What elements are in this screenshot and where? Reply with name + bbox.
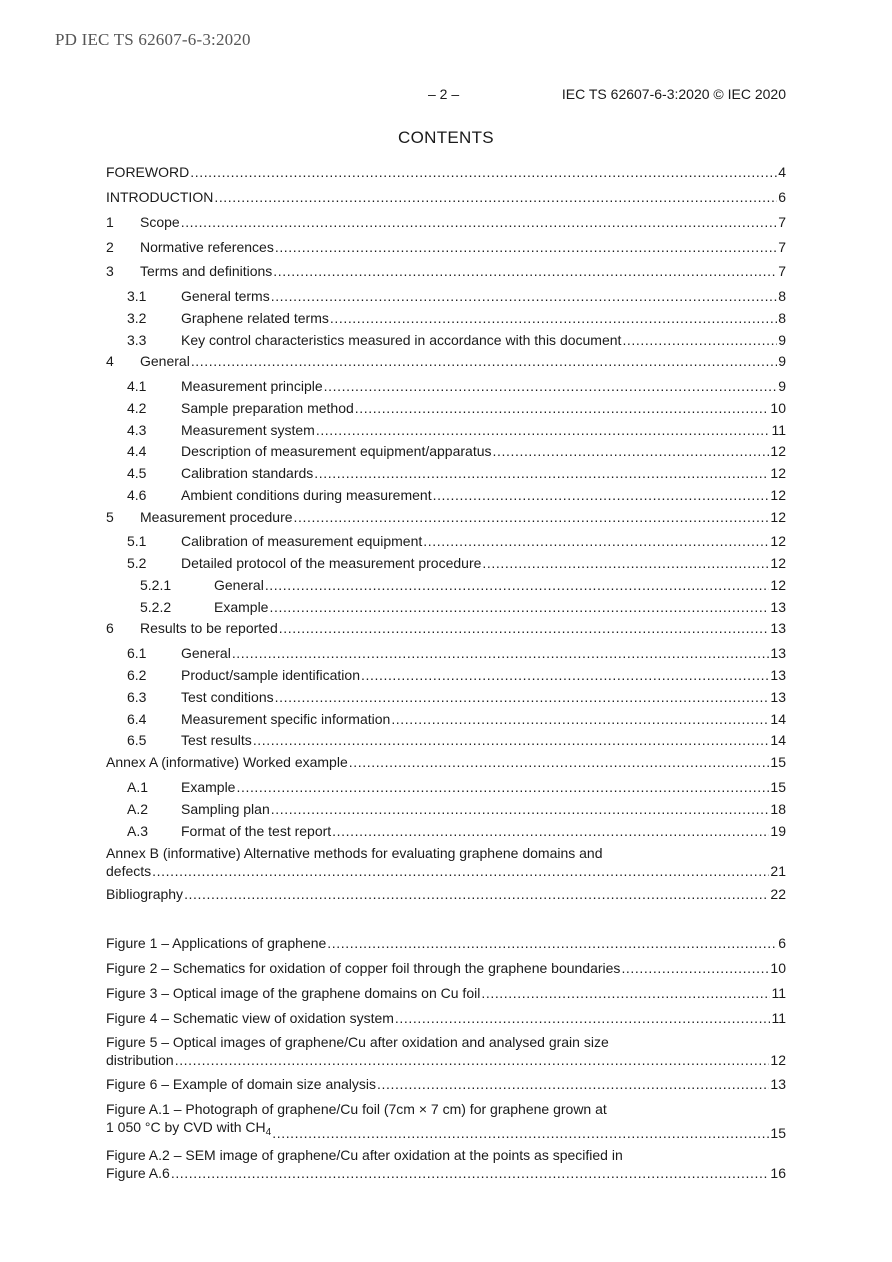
dot-leader [265,577,770,593]
toc-entry-title: General [181,645,231,661]
toc-entry[interactable] [106,533,786,549]
figure-title: Figure 2 – Schematics for oxidation of copper foil through the graphene boundaries [106,960,621,976]
figure-entry[interactable] [106,935,786,951]
figure-page: 13 [770,1076,786,1092]
toc-entry-number: 4.3 [127,422,147,438]
dot-leader [327,935,777,951]
toc-entry-title: FOREWORD [106,164,190,180]
dot-leader [391,711,769,727]
dot-leader [316,422,771,438]
toc-entry-number: 3.2 [127,310,147,326]
toc-entry[interactable] [106,164,786,180]
toc-entry-title: Measurement procedure [140,509,293,525]
dot-leader [349,754,770,770]
toc-entry-title: Sampling plan [181,801,270,817]
toc-entry-page: 13 [770,620,786,636]
toc-entry-title: Calibration standards [181,465,314,481]
figure-page: 10 [770,960,786,976]
figure-title-line2: distribution [106,1052,174,1068]
dot-leader [171,1165,770,1181]
page-number: – 2 – [428,86,460,102]
toc-entry-page: 13 [770,689,786,705]
toc-entry-page: 15 [770,779,786,795]
toc-entry[interactable] [106,422,786,438]
toc-entry-title: Measurement specific information [181,711,391,727]
toc-entry-annex-b[interactable] [106,845,786,879]
toc-entry-title: Product/sample identification [181,667,360,683]
dot-leader [433,487,770,503]
toc-entry[interactable] [106,443,786,459]
toc-entry-page: 8 [778,288,786,304]
dot-leader [271,288,778,304]
toc-entry[interactable] [106,353,786,369]
toc-entry-title: Bibliography [106,886,184,902]
toc-entry[interactable] [106,779,786,795]
figure-entry-5[interactable] [106,1034,786,1068]
toc-entry-number: 6.5 [127,732,147,748]
toc-entry-title: Measurement principle [181,378,323,394]
toc-entry-page: 12 [770,443,786,459]
toc-entry-title: INTRODUCTION [106,189,214,205]
figure-entry[interactable] [106,985,786,1001]
dot-leader [184,886,769,902]
dot-leader [232,645,770,661]
toc-entry-title-line1: Annex B (informative) Alternative methods for evaluating graphene domains and [106,845,603,861]
standard-reference: IEC TS 62607-6-3:2020 © IEC 2020 [561,86,786,102]
toc-entry-number: 6 [106,620,114,636]
dot-leader [621,960,769,976]
dot-leader [377,1076,769,1092]
figure-entry-6[interactable] [106,1076,786,1092]
contents-heading: CONTENTS [398,128,494,147]
toc-entry-page: 7 [778,263,786,279]
toc-entry-number: 4.4 [127,443,147,459]
toc-entry-bibliography[interactable] [106,886,786,902]
toc-entry-number: 4.1 [127,378,147,394]
toc-entry-number: 5.1 [127,533,147,549]
toc-entry[interactable] [106,754,786,770]
toc-entry[interactable] [106,310,786,326]
dot-leader [273,263,777,279]
toc-entry-number: 6.3 [127,689,147,705]
toc-entry-page: 4 [778,164,786,180]
toc-entry-page: 13 [770,645,786,661]
toc-entry-title: Example [181,779,236,795]
figure-page: 16 [770,1165,786,1181]
toc-entry-number: 3.3 [127,332,147,348]
toc-entry-title: Example [214,599,269,615]
toc-entry-title: Measurement system [181,422,315,438]
toc-entry-title: Terms and definitions [140,263,273,279]
toc-entry-page: 9 [778,378,786,394]
toc-entry-title: General terms [181,288,270,304]
figure-entry[interactable] [106,1010,786,1026]
toc-entry[interactable] [106,711,786,727]
toc-entry-number: 5.2 [127,555,147,571]
toc-entry-number: 2 [106,239,114,255]
toc-entry-number: 3 [106,263,114,279]
dot-leader [191,353,777,369]
toc-entry-number: 6.2 [127,667,147,683]
toc-entry[interactable] [106,465,786,481]
toc-entry-page: 13 [770,667,786,683]
toc-entry-title: Test results [181,732,252,748]
dot-leader [190,164,777,180]
toc-entry-title: Scope [140,214,180,230]
toc-entry-title: Description of measurement equipment/apparatus [181,443,492,459]
toc-entry-page: 12 [770,509,786,525]
toc-entry[interactable] [106,378,786,394]
dot-leader [272,1125,769,1141]
toc-entry-page: 7 [778,239,786,255]
toc-entry-page: 6 [778,189,786,205]
toc-entry-page: 7 [778,214,786,230]
dot-leader [482,555,769,571]
toc-entry-page: 12 [770,465,786,481]
toc-entry-page: 22 [770,886,786,902]
figure-page: 6 [778,935,786,951]
toc-entry-page: 19 [770,823,786,839]
figure-title: Figure 3 – Optical image of the graphene domains on Cu foil [106,985,481,1001]
toc-entry-page: 15 [770,754,786,770]
toc-entry[interactable] [106,332,786,348]
toc-entry-number: 4 [106,353,114,369]
dot-leader [269,599,769,615]
toc-entry-title: Key control characteristics measured in accordance with this document [181,332,622,348]
toc-entry-page: 9 [778,353,786,369]
toc-entry-number: A.1 [127,779,149,795]
toc-entry[interactable] [106,645,786,661]
dot-leader [332,823,769,839]
dot-leader [493,443,770,459]
toc-entry-title-line2: defects [106,863,152,879]
toc-entry-title: Normative references [140,239,274,255]
toc-entry-title: Format of the test report [181,823,332,839]
toc-entry-number: 5 [106,509,114,525]
toc-entry-page: 9 [778,332,786,348]
toc-entry[interactable] [106,620,786,636]
figure-title: Figure 1 – Applications of graphene [106,935,327,951]
toc-entry[interactable] [106,487,786,503]
dot-leader [324,378,778,394]
toc-entry-number: 6.1 [127,645,147,661]
dot-leader [294,509,770,525]
figure-title-line1: Figure A.2 – SEM image of graphene/Cu after oxidation at the points as specified in [106,1147,623,1163]
toc-entry[interactable] [106,288,786,304]
figure-title-line1: Figure 5 – Optical images of graphene/Cu after oxidation and analysed grain size [106,1034,609,1050]
dot-leader [214,189,777,205]
figure-title: Figure 6 – Example of domain size analysis [106,1076,377,1092]
toc-entry-number: 3.1 [127,288,147,304]
figure-title: Figure 4 – Schematic view of oxidation system [106,1010,394,1026]
dot-leader [275,239,777,255]
toc-entry-page: 10 [770,400,786,416]
figure-title-line2: Figure A.6 [106,1165,170,1181]
toc-entry[interactable] [106,189,786,205]
subscript: 4 [265,1127,272,1138]
figure-page: 11 [771,1010,786,1026]
toc-entry[interactable] [106,577,786,593]
toc-entry[interactable] [106,400,786,416]
figure-title-line1: Figure A.1 – Photograph of graphene/Cu foil (7cm × 7 cm) for graphene grown at [106,1101,607,1117]
toc-entry-number: A.3 [127,823,149,839]
toc-entry[interactable] [106,667,786,683]
figure-entry-a2[interactable] [106,1147,786,1181]
toc-entry-title: General [140,353,190,369]
dot-leader [253,732,770,748]
toc-entry[interactable] [106,263,786,279]
figure-entry-a1[interactable] [106,1101,786,1141]
toc-entry-number: 6.4 [127,711,147,727]
toc-entry-page: 12 [770,487,786,503]
toc-entry-number: A.2 [127,801,149,817]
toc-entry-page: 13 [770,599,786,615]
toc-entry-number: 1 [106,214,114,230]
dot-leader [175,1052,770,1068]
toc-entry-number: 5.2.2 [140,599,172,615]
dot-leader [314,465,769,481]
toc-entry[interactable] [106,801,786,817]
toc-entry-title: Detailed protocol of the measurement procedure [181,555,482,571]
toc-entry[interactable] [106,732,786,748]
toc-entry-title: Sample preparation method [181,400,354,416]
dot-leader [481,985,770,1001]
toc-entry-page: 12 [770,533,786,549]
toc-entry-page: 12 [770,555,786,571]
figure-page: 11 [771,985,786,1001]
dot-leader [152,863,769,879]
toc-entry-page: 8 [778,310,786,326]
dot-leader [181,214,778,230]
dot-leader [271,801,770,817]
dot-leader [275,689,770,705]
toc-entry-title: Calibration of measurement equipment [181,533,423,549]
toc-entry-page: 18 [770,801,786,817]
toc-entry-title: General [214,577,264,593]
toc-entry-title: Graphene related terms [181,310,329,326]
toc-entry[interactable] [106,599,786,615]
dot-leader [395,1010,771,1026]
toc-entry-number: 4.5 [127,465,147,481]
toc-entry-page: 12 [770,577,786,593]
dot-leader [236,779,769,795]
toc-entry-page: 21 [770,863,786,879]
toc-entry[interactable] [106,823,786,839]
dot-leader [423,533,769,549]
toc-entry[interactable] [106,689,786,705]
toc-entry[interactable] [106,214,786,230]
toc-entry-number: 4.2 [127,400,147,416]
toc-entry-title: Ambient conditions during measurement [181,487,432,503]
toc-entry[interactable] [106,509,786,525]
figure-page: 12 [770,1052,786,1068]
document-watermark: PD IEC TS 62607-6-3:2020 [55,30,251,49]
toc-entry[interactable] [106,555,786,571]
figure-title-line2: 1 050 °C by CVD with $CH_4$ [106,1119,272,1138]
toc-entry-page: 14 [770,732,786,748]
dot-leader [361,667,769,683]
dot-leader [622,332,777,348]
toc-entry-number: 5.2.1 [140,577,172,593]
toc-entry-title: Results to be reported [140,620,278,636]
toc-entry-title: Test conditions [181,689,274,705]
dot-leader [279,620,770,636]
dot-leader [355,400,770,416]
toc-entry-title: Annex A (informative) Worked example [106,754,348,770]
toc-entry[interactable] [106,239,786,255]
figure-page: 15 [770,1125,786,1141]
toc-entry-number: 4.6 [127,487,147,503]
toc-entry-page: 14 [770,711,786,727]
toc-entry-page: 11 [771,422,786,438]
figure-entry[interactable] [106,960,786,976]
dot-leader [330,310,777,326]
